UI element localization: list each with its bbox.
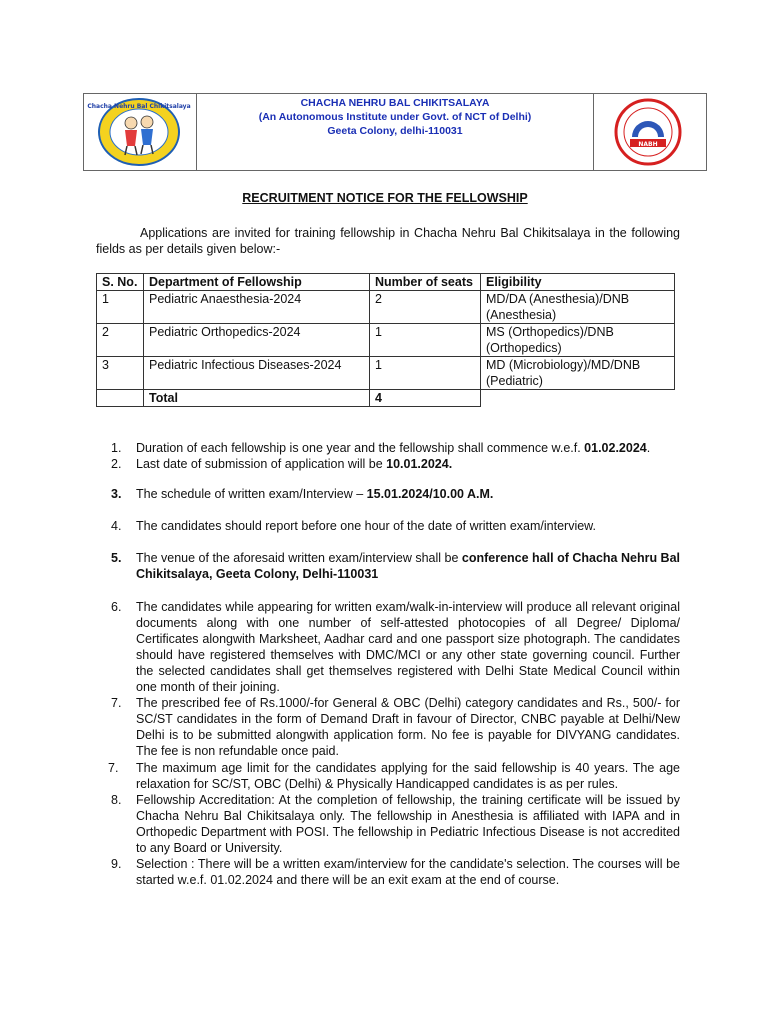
letterhead [83, 93, 707, 171]
cell-total-value: 4 [370, 390, 481, 407]
hospital-subtitle: (An Autonomous Institute under Govt. of NCT of Delhi) [258, 111, 532, 123]
intro-paragraph [96, 225, 680, 257]
right-logo-cell [593, 94, 706, 170]
table-row [97, 324, 675, 357]
nabh-logo-text: NABH [638, 141, 658, 148]
col-eligibility: Eligibility [481, 274, 675, 291]
notice-title: RECRUITMENT NOTICE FOR THE FELLOWSHIP [242, 191, 528, 205]
table-total-row [97, 390, 675, 407]
table-header-row [97, 274, 675, 291]
hospital-address: Geeta Colony, delhi-110031 [327, 125, 463, 137]
list-item: 7. The prescribed fee of Rs.1000/-for General & OBC (Delhi) category candidates and Rs., 500/- for SC/ST candidates in the form of Demand Draft in favour of Director, CNBC payable at Delhi/New Delhi is to be submitted alongwith application form. No fee is payable for DIVYANG candidates. The fee is non refundable once paid. [111, 696, 680, 759]
list-item: 1. Duration of each fellowship is one year and the fellowship shall commence w.e.f. 01.02.2024. [111, 441, 651, 455]
left-logo-text: Chacha Nehru Bal Chikitsalaya [87, 103, 191, 110]
intro-text: Applications are invited for training fellowship in Chacha Nehru Bal Chikitsalaya in the following fields as per details given below:- [96, 226, 680, 256]
list-item: 5. The venue of the aforesaid written exam/interview shall be conference hall of Chacha Nehru Bal Chikitsalaya, Geeta Colony, Delhi-110031 [111, 551, 681, 582]
cell-eligibility: MD/DA (Anesthesia)/DNB (Anesthesia) [481, 291, 675, 324]
list-item: 3. The schedule of written exam/Interview – 15.01.2024/10.00 A.M. [111, 487, 494, 502]
list-item: 4. The candidates should report before one hour of the date of written exam/interview. [111, 519, 596, 534]
cell-seats: 1 [370, 357, 481, 390]
cell-department: Pediatric Infectious Diseases-2024 [144, 357, 370, 390]
hospital-name: CHACHA NEHRU BAL CHIKITSALAYA [300, 97, 490, 109]
list-item: 8. Fellowship Accreditation: At the completion of fellowship, the training certificate will be issued by Chacha Nehru Bal Chikitsalaya only. The fellowship in Anesthesia is affiliated with IAPA and in Orthopedic Department with POSI. The fellowship in Pediatric Infectious Disease is not accredited to any Board or University. [111, 792, 680, 855]
cell-sno: 3 [97, 357, 144, 390]
list-item: 7. The maximum age limit for the candidates applying for the said fellowship is 40 years. The age relaxation for SC/ST, OBC (Delhi) & Physically Handicapped candidates is as per rules. [108, 760, 680, 791]
col-sno: S. No. [97, 274, 144, 291]
fellowship-table [96, 273, 675, 407]
cell-department: Pediatric Orthopedics-2024 [144, 324, 370, 357]
table-row [97, 357, 675, 390]
nabh-logo [608, 97, 688, 167]
cell-sno: 2 [97, 324, 144, 357]
cell-seats: 2 [370, 291, 481, 324]
cell-total-label: Total [144, 390, 370, 407]
conditions-list [96, 440, 680, 888]
col-department: Department of Fellowship [144, 274, 370, 291]
cell-department: Pediatric Anaesthesia-2024 [144, 291, 370, 324]
list-item: 6. The candidates while appearing for written exam/walk-in-interview will produce all relevant original documents along with one number of self-attested photocopies of all Degree/ Diploma/ Certificates alongwith Marksheet, Aadhar card and one passport size photograph. The candidates should have registered themselves with DMC/MCI or any other state governing council. Further the selected candidates shall get themselves registered with Delhi State Medical Council within one month of their joining. [111, 599, 680, 695]
cell-sno: 1 [97, 291, 144, 324]
cell-seats: 1 [370, 324, 481, 357]
cell-eligibility: MS (Orthopedics)/DNB (Orthopedics) [481, 324, 675, 357]
list-item: 2. Last date of submission of application will be 10.01.2024. [111, 457, 453, 472]
col-seats: Number of seats [370, 274, 481, 291]
list-item: 9. Selection : There will be a written exam/interview for the candidate's selection. The courses will be started w.e.f. 01.02.2024 and there will be an exit exam at the end of course. [111, 857, 680, 888]
left-logo-cell [84, 94, 197, 170]
cell-empty [97, 390, 144, 407]
cell-empty [481, 390, 675, 407]
cell-eligibility: MD (Microbiology)/MD/DNB (Pediatric) [481, 357, 675, 390]
hospital-logo [87, 97, 191, 167]
table-row [97, 291, 675, 324]
